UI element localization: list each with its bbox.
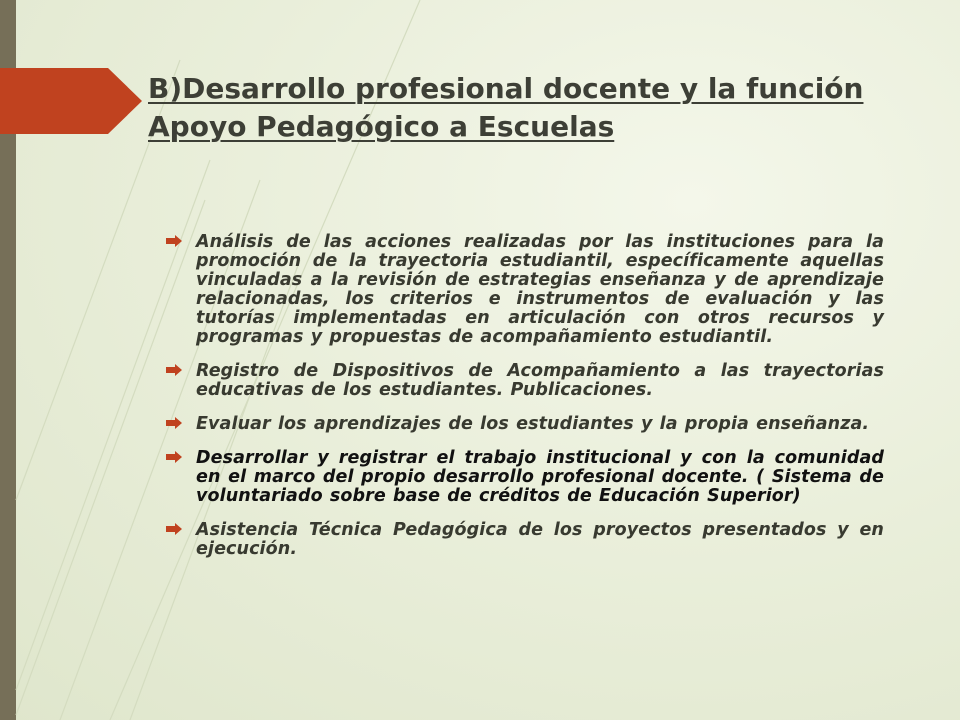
arrow-bullet-icon: [166, 451, 182, 463]
bullet-text: Evaluar los aprendizajes de los estudiantes y la propia enseñanza.: [196, 414, 870, 434]
bullet-text: Desarrollar y registrar el trabajo institucional y con la comunidad en el marco del propio desarrollo profesional docente. ( Sistema de voluntariado sobre base de créditos de Educación Superior): [196, 448, 884, 506]
arrow-bullet-icon: [166, 364, 182, 376]
bullet-list: [166, 233, 884, 574]
list-item: [166, 415, 884, 434]
bullet-text: Asistencia Técnica Pedagógica de los proyectos presentados y en ejecución.: [196, 520, 884, 559]
list-item: [166, 233, 884, 347]
arrow-bullet-icon: [166, 417, 182, 429]
bullet-text: Registro de Dispositivos de Acompañamiento a las trayectorias educativas de los estudiantes. Publicaciones.: [196, 361, 884, 400]
list-item: [166, 362, 884, 400]
slide-title: B)Desarrollo profesional docente y la función Apoyo Pedagógico a Escuelas: [148, 72, 864, 143]
arrow-bullet-icon: [166, 235, 182, 247]
list-item: [166, 521, 884, 559]
title-accent-tab: [0, 68, 142, 134]
bullet-text: Análisis de las acciones realizadas por las instituciones para la promoción de la trayectoria estudiantil, específicamente aquellas vinculadas a la revisión de estrategias enseñanza y de aprendizaje relacionadas, los criterios e instrumentos de evaluación y las tutorías implementadas en articulación con otros recursos y programas y propuestas de acompañamiento estudiantil.: [196, 232, 884, 347]
arrow-bullet-icon: [166, 523, 182, 535]
list-item: [166, 449, 884, 506]
